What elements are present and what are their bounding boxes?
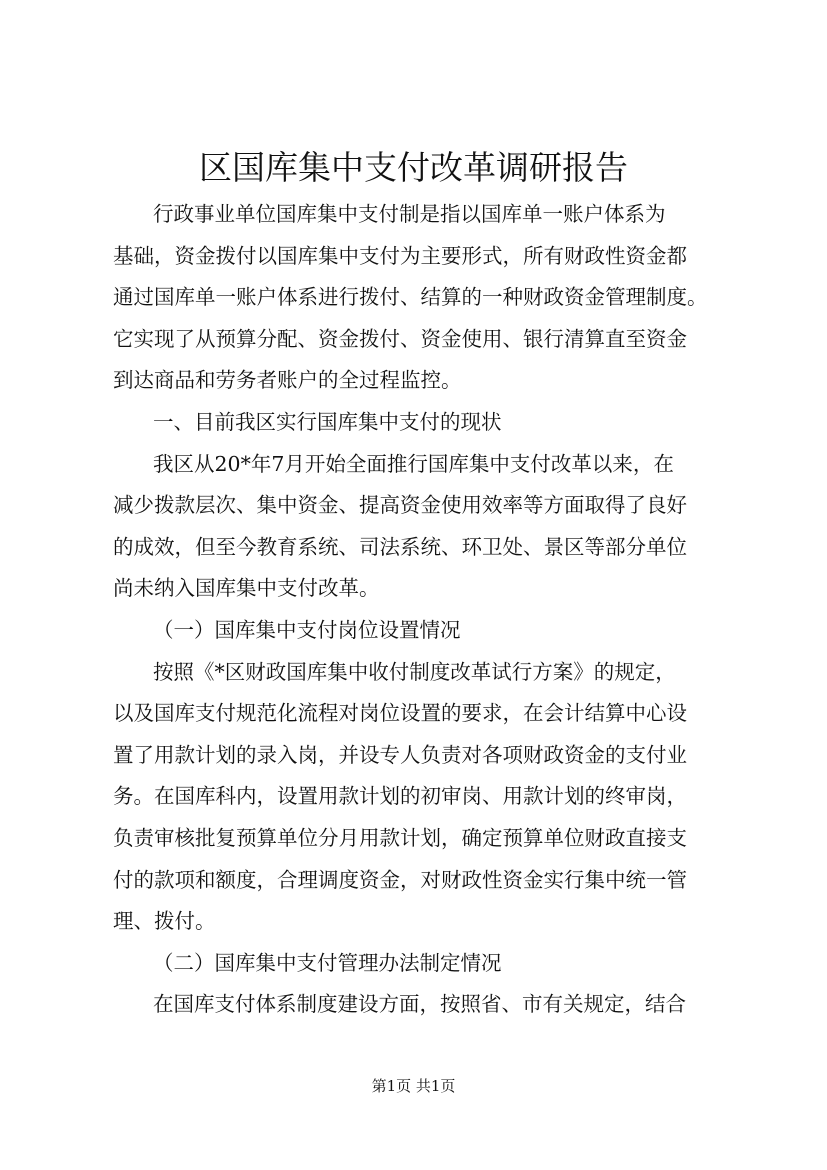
paragraph-line: 负责审核批复预算单位分月用款计划，确定预算单位财政直接支 [113, 825, 687, 850]
document-title: 区国库集中支付改革调研报告 [199, 148, 628, 187]
paragraph-line: 通过国库单一账户体系进行拨付、结算的一种财政资金管理制度。 [113, 285, 708, 310]
paragraph-line: 它实现了从预算分配、资金拨付、资金使用、银行清算直至资金 [113, 326, 687, 351]
paragraph-line: 基础，资金拨付以国库集中支付为主要形式，所有财政性资金都 [113, 243, 687, 268]
paragraph-line: 的成效，但至今教育系统、司法系统、环卫处、景区等部分单位 [113, 534, 687, 559]
paragraph-line: 以及国库支付规范化流程对岗位设置的要求，在会计结算中心设 [113, 701, 687, 726]
paragraph-line: 按照《*区财政国库集中收付制度改革试行方案》的规定， [153, 659, 676, 684]
paragraph-line: 理、拨付。 [113, 909, 216, 934]
paragraph-line: 置了用款计划的录入岗，并设专人负责对各项财政资金的支付业 [113, 742, 687, 767]
paragraph-line: 行政事业单位国库集中支付制是指以国库单一账户体系为 [153, 202, 666, 226]
paragraph-line: 付的款项和额度，合理调度资金，对财政性资金实行集中统一管 [113, 867, 687, 892]
paragraph-line: 我区从20*年7月开始全面推行国库集中支付改革以来，在 [153, 451, 674, 476]
subsection-heading: （一）国库集中支付岗位设置情况 [153, 617, 461, 642]
section-heading: 一、目前我区实行国库集中支付的现状 [153, 409, 502, 434]
document-body [113, 194, 733, 1026]
paragraph-line: 务。在国库科内，设置用款计划的初审岗、用款计划的终审岗， [113, 784, 687, 809]
page-footer: 第1页 共1页 [371, 1077, 456, 1095]
paragraph-line: 到达商品和劳务者账户的全过程监控。 [113, 368, 462, 393]
paragraph-line: 减少拨款层次、集中资金、提高资金使用效率等方面取得了良好 [113, 493, 687, 518]
paragraph-line: 在国库支付体系制度建设方面，按照省、市有关规定，结合 [153, 992, 686, 1017]
subsection-heading: （二）国库集中支付管理办法制定情况 [153, 950, 502, 975]
paragraph-line: 尚未纳入国库集中支付改革。 [113, 576, 380, 601]
